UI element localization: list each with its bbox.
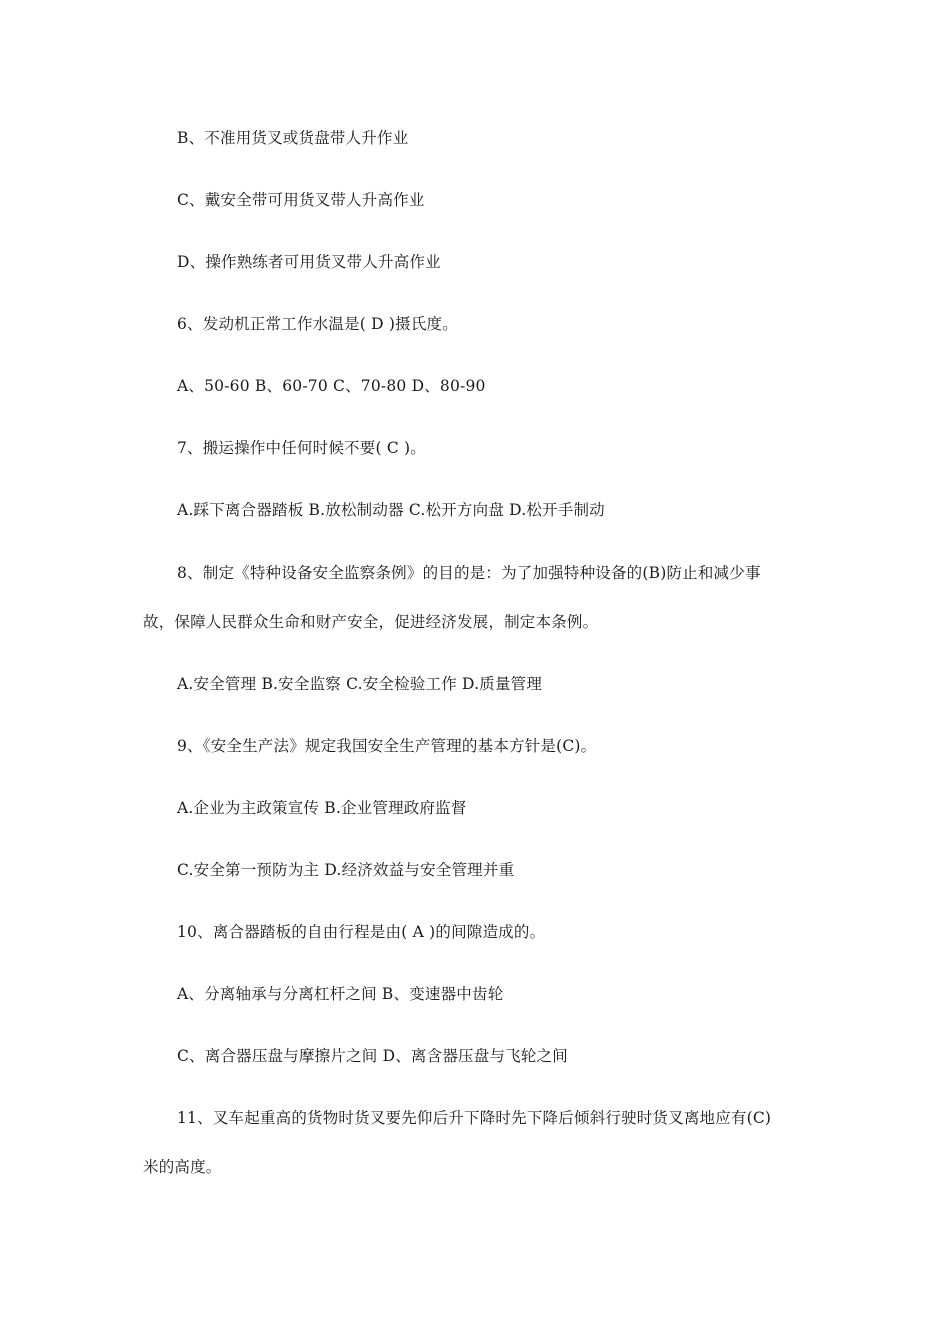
option-line-5d: D、操作熟练者可用货叉带人升高作业	[177, 253, 441, 271]
question-8-line-1: 8、制定《特种设备安全监察条例》的目的是：为了加强特种设备的(B)防止和减少事	[177, 564, 761, 582]
options-10-line-1: A、分离轴承与分离杠杆之间 B、变速器中齿轮	[177, 985, 504, 1003]
options-10-line-2: C、离合器压盘与摩擦片之间 D、离含器压盘与飞轮之间	[177, 1047, 568, 1065]
options-8: A.安全管理 B.安全监察 C.安全检验工作 D.质量管理	[177, 675, 543, 693]
question-10: 10、离合器踏板的自由行程是由( A )的间隙造成的。	[177, 923, 546, 941]
question-7: 7、搬运操作中任何时候不要( C )。	[177, 439, 426, 457]
option-line-5c: C、戴安全带可用货叉带人升高作业	[177, 191, 425, 209]
question-6: 6、发动机正常工作水温是( D )摄氏度。	[177, 315, 458, 333]
options-6: A、50-60 B、60-70 C、70-80 D、80-90	[177, 377, 486, 395]
options-7: A.踩下离合器踏板 B.放松制动器 C.松开方向盘 D.松开手制动	[177, 501, 605, 519]
question-11-line-2: 米的高度。	[143, 1158, 222, 1176]
options-9-line-2: C.安全第一预防为主 D.经济效益与安全管理并重	[177, 861, 515, 879]
options-9-line-1: A.企业为主政策宣传 B.企业管理政府监督	[177, 799, 467, 817]
option-line-5b: B、不准用货叉或货盘带人升作业	[177, 129, 409, 147]
question-8-line-2: 故，保障人民群众生命和财产安全，促进经济发展，制定本条例。	[143, 613, 599, 631]
question-9: 9、《安全生产法》规定我国安全生产管理的基本方针是(C)。	[177, 737, 597, 755]
question-11-line-1: 11、叉车起重高的货物时货叉要先仰后升下降时先下降后倾斜行驶时货叉离地应有(C)	[177, 1109, 772, 1127]
